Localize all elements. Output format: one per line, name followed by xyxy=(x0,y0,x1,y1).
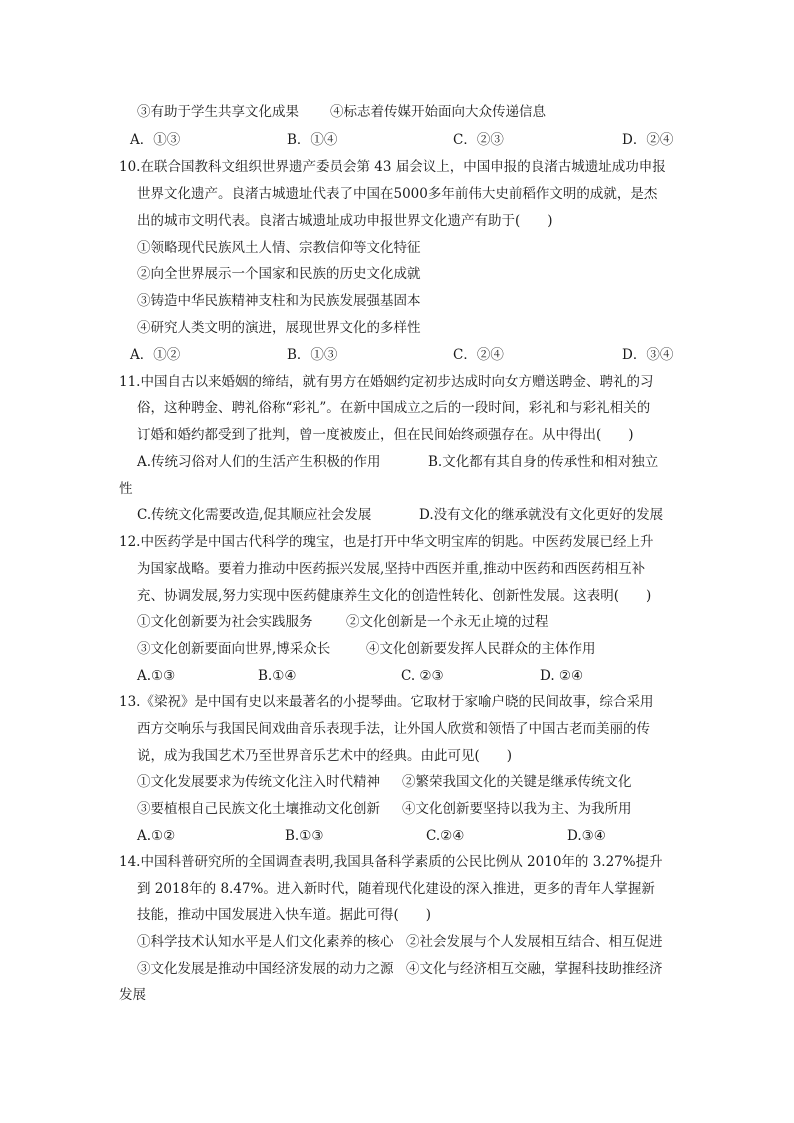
q13-choice-a: A.①② xyxy=(137,828,176,844)
q11-option-b: B.文化都有其自身的传承性和相对独立 xyxy=(428,454,659,470)
q12-choices xyxy=(137,667,637,685)
q10-choice-b: B．①③ xyxy=(287,347,338,363)
q12-option-3: ③文化创新要面向世界,博采众长 xyxy=(137,641,331,657)
q9-choice-b: B．①④ xyxy=(287,132,338,148)
q12-option-2: ②文化创新是一个永无止境的过程 xyxy=(346,614,549,630)
q10-choice-a: A．①② xyxy=(130,347,181,363)
q13-option-2: ②繁荣我国文化的关键是继承传统文化 xyxy=(402,774,632,790)
q12-choice-a: A.①③ xyxy=(137,668,176,684)
q9-choices xyxy=(130,131,690,149)
q12-choice-d: D. ②④ xyxy=(540,668,584,684)
q14-option-1: ①科学技术认知水平是人们文化素养的核心 xyxy=(137,934,394,950)
q10-stem-line-3: 出的城市文明代表。良渚古城遗址成功申报世界文化遗产有助于( ) xyxy=(137,213,553,229)
q13-option-4: ④文化创新要坚持以我为主、为我所用 xyxy=(402,801,632,817)
q12-option-4: ④文化创新要发挥人民群众的主体作用 xyxy=(366,641,596,657)
q12-stem-line-2: 为国家战略。要着力推动中医药振兴发展,坚持中西医并重,推动中医药和西医药相互补 xyxy=(137,561,646,577)
q13-option-3: ③要植根自己民族文化土壤推动文化创新 xyxy=(137,801,380,817)
q10-option-2: ②向全世界展示一个国家和民族的历史文化成就 xyxy=(137,266,421,282)
q9-choice-c: C．②③ xyxy=(453,132,504,148)
q14-stem-line-2: 到 2018年的 8.47%。进入新时代，随着现代化建设的深入推进，更多的青年人掌握新 xyxy=(137,881,655,897)
q14-option-3: ③文化发展是推动中国经济发展的动力之源 xyxy=(137,961,394,977)
q10-stem-line-1: 10.在联合国教科文组织世界遗产委员会第 43 届会议上，中国申报的良渚古城遗址成功申报 xyxy=(119,159,666,175)
q10-stem-line-2: 世界文化遗产。良渚古城遗址代表了中国在5000多年前伟大史前稻作文明的成就，是杰 xyxy=(137,186,658,202)
q11-stem-line-2: 俗，这种聘金、聘礼俗称“彩礼”。在新中国成立之后的一段时间，彩礼和与彩礼相关的 xyxy=(137,400,651,416)
q10-choice-d: D．③④ xyxy=(622,347,674,363)
q10-option-3: ③铸造中华民族精神支柱和为民族发展强基固本 xyxy=(137,293,421,309)
q11-option-b-continued: 性 xyxy=(119,481,133,497)
q11-option-d: D.没有文化的继承就没有文化更好的发展 xyxy=(419,507,664,523)
q13-choice-d: D.③④ xyxy=(567,828,606,844)
q10-option-1: ①领略现代民族风土人情、宗教信仰等文化特征 xyxy=(137,240,421,256)
q12-choice-b: B.①④ xyxy=(258,668,297,684)
q9-choice-a: A．①③ xyxy=(130,132,181,148)
q13-stem-line-3: 说，成为我国艺术乃至世界音乐艺术中的经典。由此可见( ) xyxy=(137,748,513,764)
q14-stem-line-3: 技能，推动中国发展进入快车道。据此可得( ) xyxy=(137,907,432,923)
q9-option-3: ③有助于学生共享文化成果 xyxy=(137,104,299,120)
q10-choices xyxy=(130,346,690,364)
q11-option-a: A.传统习俗对人们的生活产生积极的作用 xyxy=(137,454,381,470)
q14-option-4-continued: 发展 xyxy=(119,987,146,1003)
q12-stem-line-1: 12.中医药学是中国古代科学的瑰宝，也是打开中华文明宝库的钥匙。中医药发展已经上升 xyxy=(119,534,654,550)
q13-option-1: ①文化发展要求为传统文化注入时代精神 xyxy=(137,774,380,790)
q12-choice-c: C. ②③ xyxy=(401,668,444,684)
q10-choice-c: C．②④ xyxy=(453,347,504,363)
q13-stem-line-2: 西方交响乐与我国民间戏曲音乐表现手法，让外国人欣赏和领悟了中国古老而美丽的传 xyxy=(137,721,650,737)
q12-stem-line-3: 充、协调发展,努力实现中医药健康养生文化的创造性转化、创新性发展。这表明( ) xyxy=(137,588,652,604)
q11-stem-line-3: 订婚和婚约都受到了批判，曾一度被废止，但在民间始终顽强存在。从中得出( ) xyxy=(137,427,634,443)
q14-stem-line-1: 14.中国科普研究所的全国调查表明,我国具备科学素质的公民比例从 2010年的 3.27%提升 xyxy=(119,854,663,870)
q9-choice-d: D．②④ xyxy=(622,132,674,148)
q13-choices xyxy=(137,827,637,845)
q13-choice-c: C.②④ xyxy=(426,828,465,844)
q11-stem-line-1: 11.中国自古以来婚姻的缔结，就有男方在婚姻约定初步达成时向女方赠送聘金、聘礼的习 xyxy=(119,374,654,390)
q14-option-4: ④文化与经济相互交融，掌握科技助推经济 xyxy=(406,961,663,977)
q14-option-2: ②社会发展与个人发展相互结合、相互促进 xyxy=(406,934,663,950)
q13-stem-line-1: 13.《梁祝》是中国有史以来最著名的小提琴曲。它取材于家喻户晓的民间故事，综合采用 xyxy=(119,694,654,710)
q11-option-c: C.传统文化需要改造,促其顺应社会发展 xyxy=(137,507,372,523)
q12-option-1: ①文化创新要为社会实践服务 xyxy=(137,614,313,630)
q9-option-4: ④标志着传媒开始面向大众传递信息 xyxy=(330,104,546,120)
q13-choice-b: B.①③ xyxy=(285,828,324,844)
q10-option-4: ④研究人类文明的演进，展现世界文化的多样性 xyxy=(137,320,421,336)
